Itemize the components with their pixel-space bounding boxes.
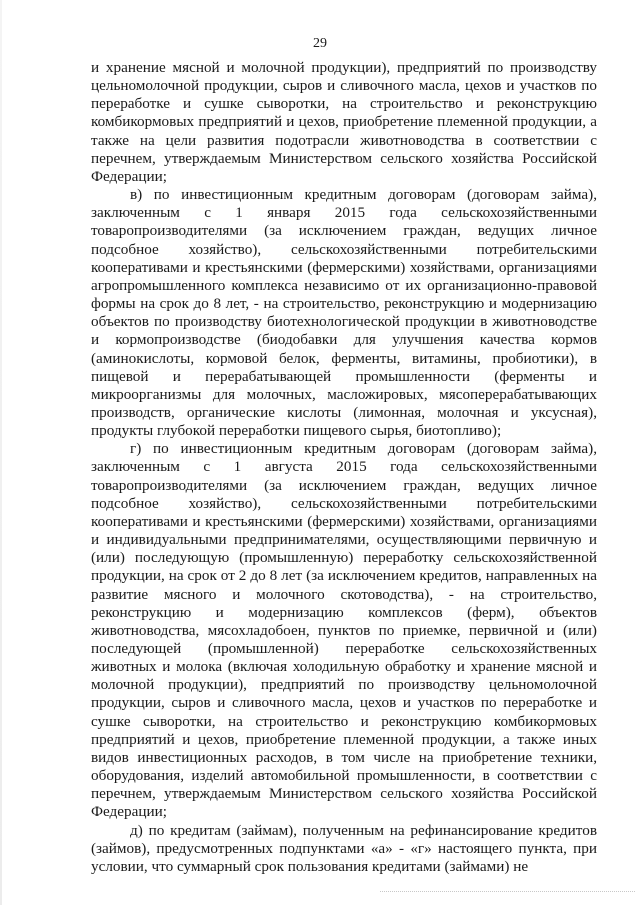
paragraph-item-d: д) по кредитам (займам), полученным на рефинансирование кредитов (займов), предусмотренных подпунктами «а» - «г» настоящего пункта, при условии, что суммарный срок пользования кредитами (займами) не bbox=[91, 821, 597, 875]
document-body bbox=[91, 59, 597, 876]
page-number: 29 bbox=[313, 36, 327, 51]
paragraph-continuation: и хранение мясной и молочной продукции), предприятий по производству цельномолочной продукции, сыров и сливочного масла, цехов и участков по переработке и сушке сыворотки, на строительство и реконструкцию комбикормовых предприятий и цехов, приобретение племенной продукции, а также на цели развития подотрасли животноводства в соответствии с перечнем, утверждаемым Министерством сельского хозяйства Российской Федерации; bbox=[91, 59, 597, 185]
scan-left-edge bbox=[0, 0, 2, 905]
paragraph-item-v: в) по инвестиционным кредитным договорам (договорам займа), заключенным с 1 января 2015 года сельскохозяйственными товаропроизводителями (за исключением граждан, ведущих личное подсобное хозяйство), сельскохозяйственными потребительскими кооперативами и крестьянскими (фермерскими) хозяйствами, организациями агропромышленного комплекса независимо от их организационно-правовой формы на срок до 8 лет, - на строительство, реконструкцию и модернизацию объектов по производству биотехнологической продукции в животноводстве и кормопроизводстве (биодобавки для улучшения качества кормов (аминокислоты, кормовой белок, ферменты, витамины, пробиотики), в пищевой и перерабатывающей промышленности (ферменты и микроорганизмы для молочных, масложировых, мясоперерабатывающих производств, органические кислоты (лимонная, молочная и уксусная), продукты глубокой переработки пищевого сырья, биотопливо); bbox=[91, 186, 597, 440]
paragraph-item-g: г) по инвестиционным кредитным договорам (договорам займа), заключенным с 1 августа 2015 года сельскохозяйственными товаропроизводителями (за исключением граждан, ведущих личное подсобное хозяйство), сельскохозяйственными потребительскими кооперативами и крестьянскими (фермерскими) хозяйствами, организациями и индивидуальными предпринимателями, осуществляющими первичную и (или) последующую (промышленную) переработку сельскохозяйственной продукции, на срок от 2 до 8 лет (за исключением кредитов, направленных на развитие мясного и молочного скотоводства), - на строительство, реконструкцию и модернизацию комплексов (ферм), объектов животноводства, мясохладобоен, пунктов по приемке, первичной и (или) последующей (промышленной) переработке сельскохозяйственных животных и молока (включая холодильную обработку и хранение мясной и молочной продукции), предприятий по производству цельномолочной продукции, сыров и сливочного масла, цехов и участков по переработке и сушке сыворотки, на строительство и реконструкцию комбикормовых предприятий и цехов, приобретение племенной продукции, а также иных видов инвестиционных расходов, в том числе на приобретение техники, оборудования, изделий автомобильной промышленности, в соответствии с перечнем, утверждаемым Министерством сельского хозяйства Российской Федерации; bbox=[91, 440, 597, 821]
scan-bottom-artifact bbox=[380, 890, 635, 892]
